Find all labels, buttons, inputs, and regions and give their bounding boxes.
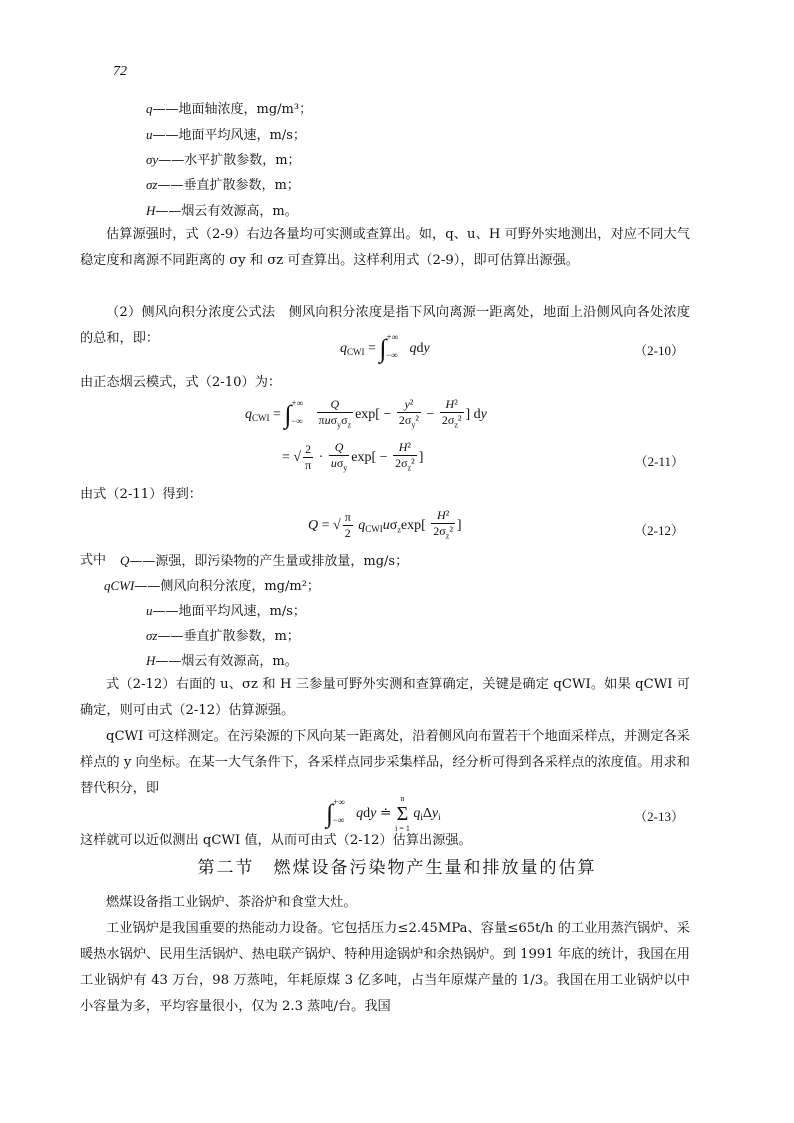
paragraph: 这样就可以近似测出 qCWI 值，从而可由式（2-12）估算出源强。 (80, 833, 472, 848)
definition-item: Q——源强，即污染物的产生量或排放量，mg/s； (120, 553, 409, 569)
equation-2-13: $\int^{+\infty}_{-\infty}$ qdy ≐ n Σ i = 1 $q_i\Delta y_i$ (326, 794, 441, 833)
equation-2-12: Q = √ $\frac{\pi}{2}$ $q_{CWI}u\sigma_z\exp$[ $\frac{\text{H²}}{2\sigma_z^2}$ ] (308, 508, 462, 541)
paragraph: 工业锅炉是我国重要的热能动力设备。它包括压力≤2.45MPa、容量≤65t/h 的工业用蒸汽锅炉、采暖热水锅炉、民用生活锅炉、热电联产锅炉、特种用途锅炉和余热锅炉。到 1991 年底的统计，我国在用工业锅炉有 43 万台，98 万蒸吨，年耗原煤 3 亿多吨，占当年原煤产量的 1/3。我国在用工业锅炉以中小容量为多，平均容量很小，仅为 2.3 蒸吨/台。我国 (80, 921, 690, 1014)
definition-item: H——烟云有效源高，m。 (146, 653, 298, 669)
definition-item: σy——水平扩散参数，m； (146, 152, 301, 168)
definition-lead: 式中 (80, 553, 107, 568)
equation-number: （2-11） (634, 454, 684, 469)
paragraph: （2）侧风向积分浓度公式法 侧风向积分浓度是指下风向离源一距离处，地面上沿侧风向各处浓度的总和，即： (80, 305, 690, 346)
paragraph: 由式（2-11）得到： (80, 487, 202, 502)
equation-number: （2-12） (634, 523, 684, 538)
equation-number: （2-13） (634, 809, 684, 824)
definition-item: H——烟云有效源高，m。 (146, 203, 298, 219)
definition-item: σz——垂直扩散参数，m； (146, 628, 300, 644)
definition-item: u——地面平均风速，m/s； (146, 127, 306, 143)
paragraph: qCWI 可这样测定。在污染源的下风向某一距离处，沿着侧风向布置若干个地面采样点，并测定各采样点的 y 向坐标。在某一大气条件下，各采样点同步采集样品，经分析可得到各采样点的浓度值。用求和替代积分，即 (80, 729, 690, 796)
equation-2-11-line-2: = √ $\frac{2}{\pi}$ · $\frac{Q}{u\sigma_y}$ exp[ − $\frac{\text{H²}}{2\sigma_z^2}$ ] (282, 440, 424, 473)
equation-number: （2-10） (634, 343, 684, 358)
equation-2-11-line-1: $q_{CWI} = \int^{+\infty}_{-\infty}$ $\frac{Q}{\pi u\sigma_y\sigma_z}$ exp[ − $\frac{\text{y²}}{2\sigma_y^2}$ − $\frac{\text{H²}}{2\sigma_z^2}$ ] dy (245, 397, 487, 430)
definition-item: σz——垂直扩散参数，m； (146, 177, 300, 193)
paragraph: 燃煤设备指工业锅炉、茶浴炉和食堂大灶。 (106, 895, 357, 910)
page-number: 72 (113, 64, 127, 79)
paragraph: 式（2-12）右面的 u、σz 和 H 三参量可野外实测和查算确定，关键是确定 qCWI。如果 qCWI 可确定，则可由式（2-12）估算源强。 (80, 677, 690, 718)
section-title: 第二节 燃煤设备污染物产生量和排放量的估算 (197, 858, 597, 878)
paragraph: 由正态烟云模式，式（2-10）为： (80, 375, 282, 390)
equation-2-10: $q_{CWI} = \int^{+\infty}_{-\infty}$ qdy (340, 332, 430, 363)
definition-item: q——地面轴浓度，mg/m³； (146, 101, 313, 117)
definition-item: u——地面平均风速，m/s； (146, 603, 306, 619)
paragraph: 估算源强时，式（2-9）右边各量均可实测或查算出。如，q、u、H 可野外实地测出，对应不同大气稳定度和离源不同距离的 σy 和 σz 可查算出。这样利用式（2-9），即可估算出源强。 (80, 227, 690, 268)
definition-item: qCWI——侧风向积分浓度，mg/m²； (104, 578, 320, 594)
